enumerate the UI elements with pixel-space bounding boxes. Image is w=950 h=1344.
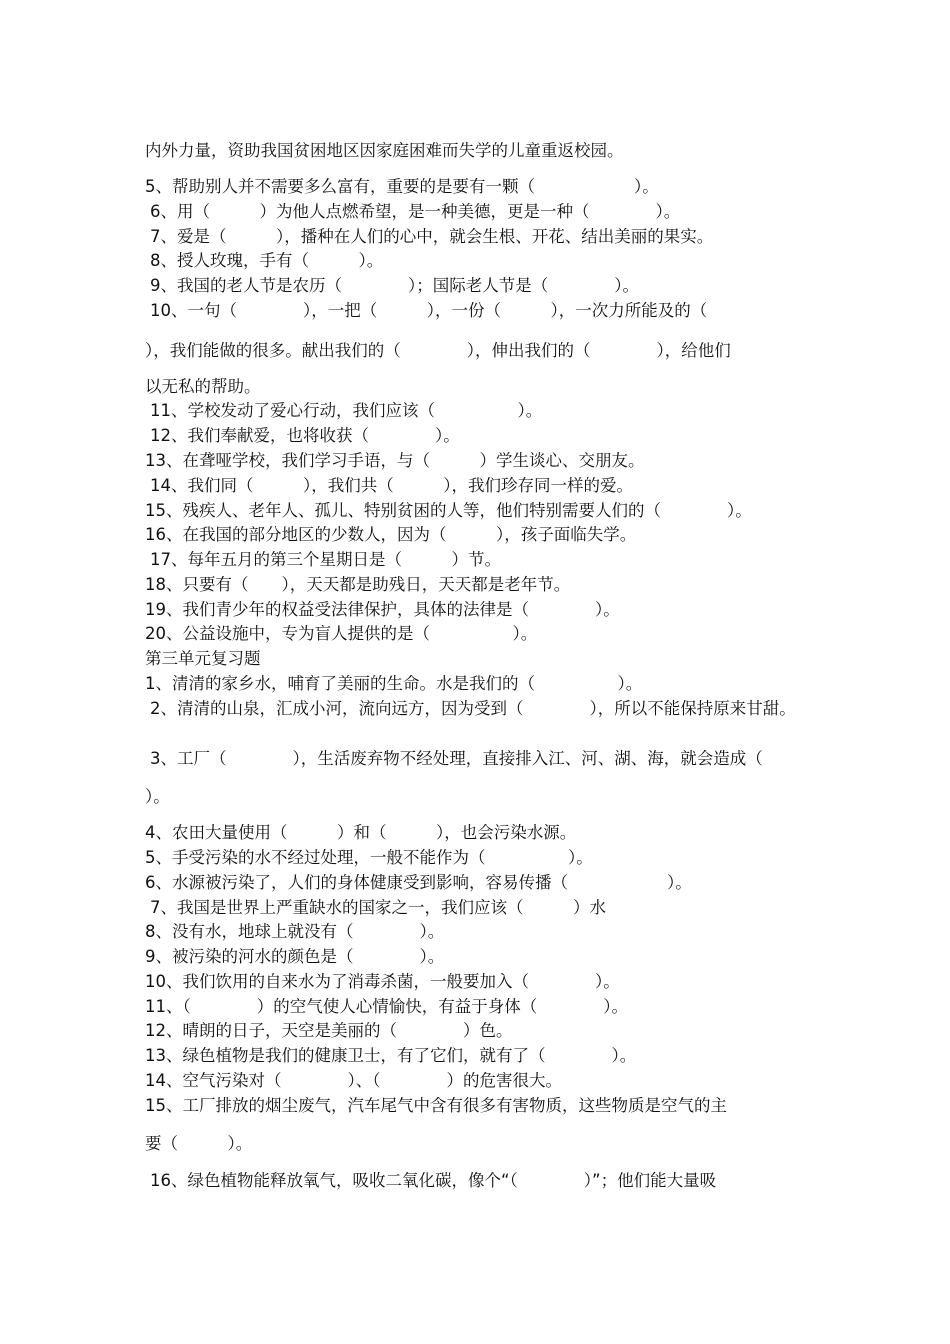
question-15: 15、残疾人、老年人、孤儿、特别贫困的人等，他们特别需要人们的（ ）。 [145, 501, 752, 520]
question-16: 16、在我国的部分地区的少数人，因为（ ），孩子面临失学。 [145, 525, 637, 544]
question-13: 13、在聋哑学校，我们学习手语，与（ ）学生谈心、交朋友。 [145, 451, 645, 470]
unit3-question-5: 5、手受污染的水不经过处理，一般不能作为（ ）。 [145, 848, 593, 867]
question-12: 12、我们奉献爱，也将收获（ ）。 [150, 426, 460, 445]
unit3-question-16: 16、绿色植物能释放氧气，吸收二氧化碳，像个“（ ）”；他们能大量吸 [150, 1171, 717, 1190]
question-8: 8、授人玫瑰，手有（ ）。 [150, 251, 384, 270]
unit3-question-1: 1、清清的家乡水，哺育了美丽的生命。水是我们的（ ）。 [145, 674, 643, 693]
unit3-question-4: 4、农田大量使用（ ）和（ ），也会污染水源。 [145, 823, 577, 842]
unit3-question-10: 10、我们饮用的自来水为了消毒杀菌，一般要加入（ ）。 [145, 972, 620, 991]
question-14: 14、我们同（ ），我们共（ ），我们珍存同一样的爱。 [150, 476, 633, 495]
question-5: 5、帮助别人并不需要多么富有，重要的是要有一颗（ ）。 [145, 177, 659, 196]
question-6: 6、用（ ）为他人点燃希望，是一种美德，更是一种（ ）。 [150, 202, 681, 221]
question-11: 11、学校发动了爱心行动，我们应该（ ）。 [150, 401, 543, 420]
question-17: 17、每年五月的第三个星期日是（ ）节。 [150, 550, 501, 569]
unit3-question-15-line-a: 15、工厂排放的烟尘废气，汽车尾气中含有很多有害物质，这些物质是空气的主 [145, 1096, 727, 1115]
question-19: 19、我们青少年的权益受法律保护，具体的法律是（ ）。 [145, 600, 620, 619]
question-18: 18、只要有（ ），天天都是助残日，天天都是老年节。 [145, 575, 571, 594]
unit3-question-14: 14、空气污染对（ ）、（ ）的危害很大。 [145, 1071, 562, 1090]
section-heading: 第三单元复习题 [145, 649, 261, 668]
question-10-line-a: 10、一句（ ），一把（ ），一份（ ），一次力所能及的（ [150, 301, 708, 320]
unit3-question-3-line-b: ）。 [145, 787, 170, 806]
unit3-question-13: 13、绿色植物是我们的健康卫士，有了它们，就有了（ ）。 [145, 1046, 637, 1065]
question-20: 20、公益设施中，专为盲人提供的是（ ）。 [145, 624, 538, 643]
question-10-line-b: ），我们能做的很多。献出我们的（ ），伸出我们的（ ），给他们 [145, 341, 731, 360]
unit3-question-8: 8、没有水，地球上就没有（ ）。 [145, 922, 445, 941]
question-10-line-c: 以无私的帮助。 [145, 377, 261, 396]
unit3-question-7: 7、我国是世界上严重缺水的国家之一，我们应该（ ）水 [150, 898, 606, 917]
unit3-question-15-line-b: 要（ ）。 [145, 1134, 253, 1153]
question-9: 9、我国的老人节是农历（ ）；国际老人节是（ ）。 [150, 276, 639, 295]
unit3-question-2: 2、清清的山泉，汇成小河，流向远方，因为受到（ ），所以不能保持原来甘甜。 [150, 699, 796, 718]
unit3-question-6: 6、水源被污染了，人们的身体健康受到影响，容易传播（ ）。 [145, 873, 692, 892]
text-line-1: 内外力量，资助我国贫困地区因家庭困难而失学的儿童重返校园。 [145, 141, 624, 160]
unit3-question-3-line-a: 3、工厂（ ），生活废弃物不经处理，直接排入江、河、湖、海，就会造成（ [150, 749, 763, 768]
unit3-question-9: 9、被污染的河水的颜色是（ ）。 [145, 947, 445, 966]
unit3-question-12: 12、晴朗的日子，天空是美丽的（ ）色。 [145, 1021, 513, 1040]
unit3-question-11: 11、（ ）的空气使人心情愉快，有益于身体（ ）。 [145, 997, 628, 1016]
question-7: 7、爱是（ ），播种在人们的心中，就会生根、开花、结出美丽的果实。 [150, 227, 714, 246]
